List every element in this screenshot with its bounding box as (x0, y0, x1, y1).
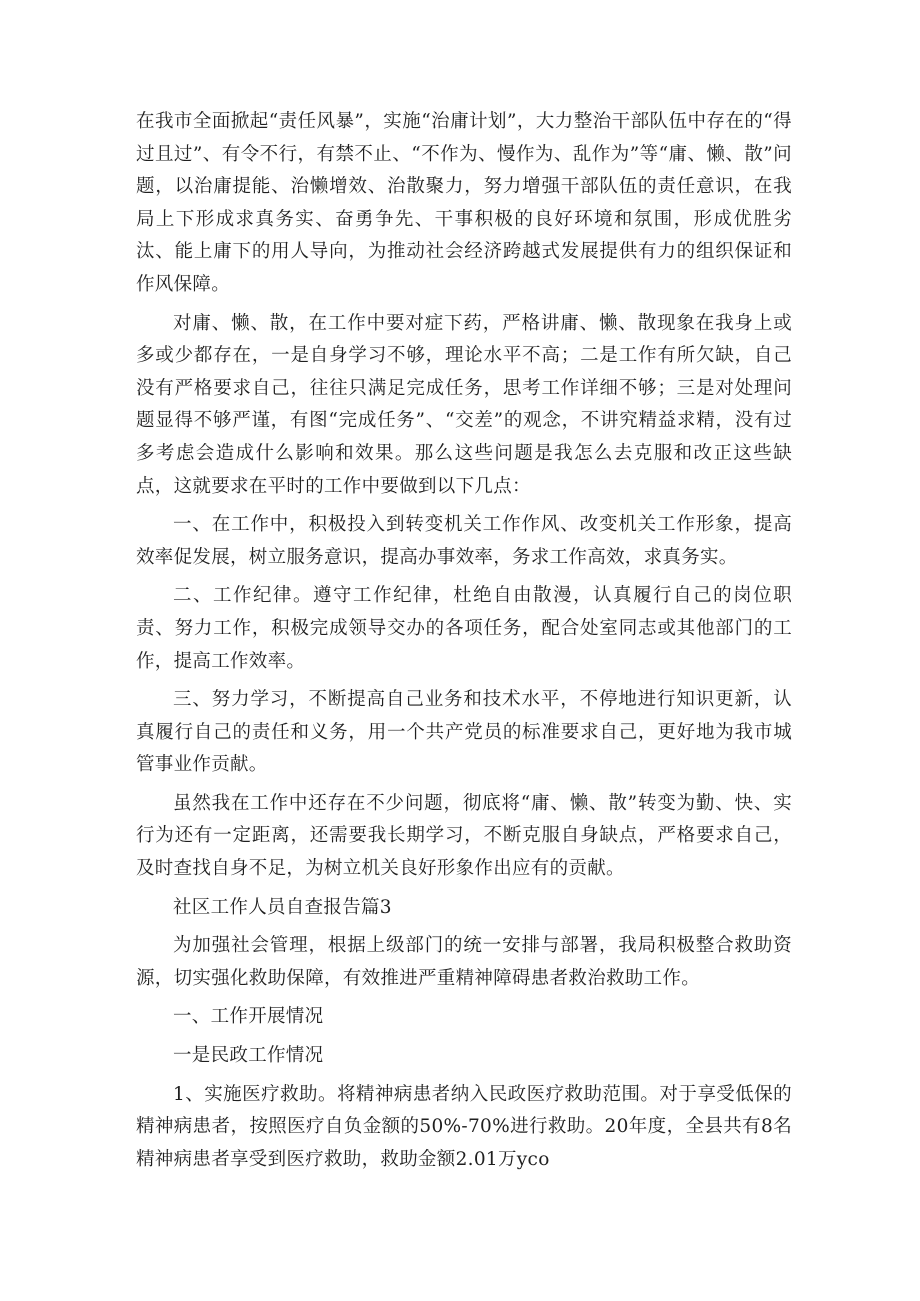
paragraph-point-2: 二、工作纪律。遵守工作纪律，杜绝自由散漫，认真履行自己的岗位职责、努力工作，积极完成领导交办的各项任务，配合处室同志或其他部门的工作，提高工作效率。 (136, 585, 792, 672)
paragraph-point-3: 三、努力学习，不断提高自己业务和技术水平，不停地进行知识更新，认真履行自己的责任和义务，用一个共产党员的标准要求自己，更好地为我市城管事业作贡献。 (136, 689, 792, 776)
subheading-civil-affairs: 一是民政工作情况 (173, 1045, 324, 1067)
section-title: 社区工作人员自查报告篇3 (173, 896, 392, 918)
paragraph-section-intro: 为加强社会管理，根据上级部门的统一安排与部署，我局积极整合救助资源，切实强化救助保障，有效推进严重精神障碍患者救治救助工作。 (136, 935, 792, 989)
subheading-work-status: 一、工作开展情况 (173, 1006, 324, 1028)
paragraph-point-1: 一、在工作中，积极投入到转变机关工作作风、改变机关工作形象，提高效率促发展，树立服务意识，提高办事效率，务求工作高效，求真务实。 (136, 514, 792, 568)
paragraph-intro: 在我市全面掀起“责任风暴”，实施“治庸计划”，大力整治干部队伍中存在的“得过且过”、有令不行，有禁不止、“不作为、慢作为、乱作为”等“庸、懒、散”问题，以治庸提能、治懒增效、治散聚力，努力增强干部队伍的责任意识，在我局上下形成求真务实、奋勇争先、干事积极的良好环境和氛围，形成优胜劣汰、能上庸下的用人导向，为推动社会经济跨越式发展提供有力的组织保证和作风保障。 (136, 111, 792, 295)
document-body (136, 106, 792, 1176)
paragraph-conclusion: 虽然我在工作中还存在不少问题，彻底将“庸、懒、散”转变为勤、快、实行为还有一定距离，还需要我长期学习，不断克服自身缺点，严格要求自己，及时查找自身不足，为树立机关良好形象作出应有的贡献。 (136, 792, 792, 880)
paragraph-analysis: 对庸、懒、散，在工作中要对症下药，严格讲庸、懒、散现象在我身上或多或少都存在，一是自身学习不够，理论水平不高；二是工作有所欠缺，自己没有严格要求自己，往往只满足完成任务，思考工作详细不够；三是对处理问题显得不够严谨，有图“完成任务”、“交差”的观念，不讲究精益求精，没有过多考虑会造成什么影响和效果。那么这些问题是我怎么去克服和改正这些缺点，这就要求在平时的工作中要做到以下几点： (136, 312, 792, 497)
paragraph-medical-aid: 1、实施医疗救助。将精神病患者纳入民政医疗救助范围。对于享受低保的精神病患者，按照医疗自负金额的50%-70%进行救助。20年度，全县共有8名精神病患者享受到医疗救助，救助金额2.01万yco (136, 1083, 792, 1170)
